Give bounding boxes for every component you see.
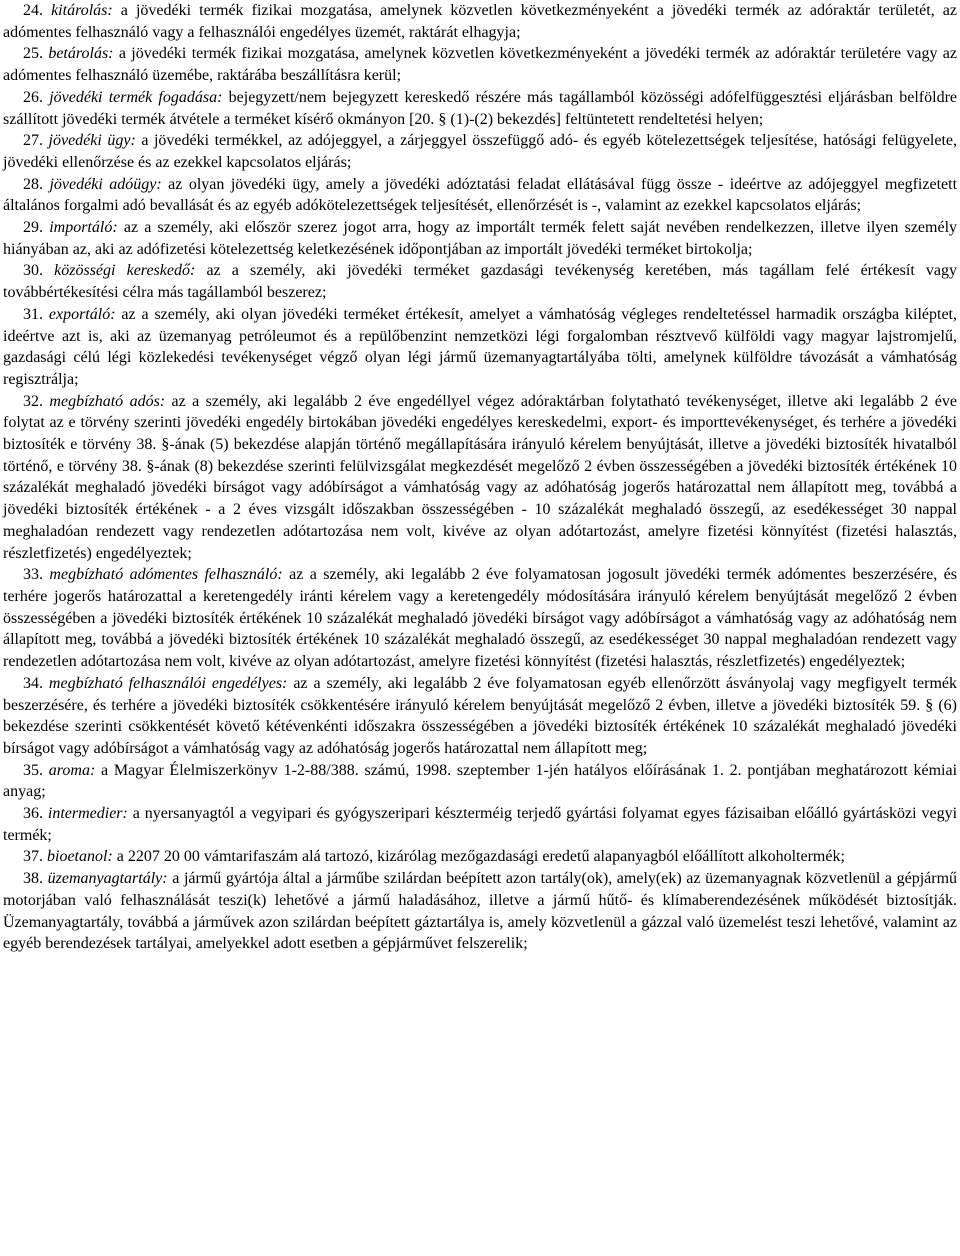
definition-text: a jövedéki termékkel, az adójeggyel, a zárjeggyel összefüggő adó- és egyéb kötelezettségek teljesítése, hatósági felügyelete, jövedéki ellenőrzése és az ezekkel kapcsolatos eljárás; <box>3 132 958 171</box>
definition-text: a jármű gyártója által a járműbe szilárdan beépített azon tartály(ok), amely(ek) az üzemanyagnak közvetlenül a gépjármű motorjában való felhasználását teszi(k) lehetővé a jármű haladásához, illetve a jármű hűtő- és klímaberendezésének működését biztosítják. Üzemanyagtartály, továbbá a járművek azon szilárdan beépített gáztartálya is, amely közvetlenül a gázzal való üzemelést teszi lehetővé, valamint az egyéb berendezések tartályai, amelyekkel adott esetben a gépjárművet felszerelik; <box>3 870 958 953</box>
defined-term: jövedéki termék fogadása: <box>49 88 223 106</box>
definition-paragraph <box>3 174 957 217</box>
paragraph-number: 29. <box>23 219 43 237</box>
paragraph-number: 31. <box>23 305 43 323</box>
defined-term: megbízható felhasználói engedélyes: <box>48 674 288 692</box>
definition-paragraph <box>3 391 957 565</box>
defined-term: közösségi kereskedő: <box>54 262 196 280</box>
paragraph-number: 38. <box>23 870 43 888</box>
definition-paragraph <box>3 803 957 846</box>
paragraph-number: 36. <box>23 805 43 823</box>
paragraph-number: 25. <box>23 45 43 63</box>
defined-term: betárolás: <box>48 45 114 63</box>
defined-term: intermedier: <box>47 805 128 823</box>
definition-paragraph <box>3 87 957 130</box>
definition-text: a 2207 20 00 vámtarifaszám alá tartozó, kizárólag mezőgazdasági eredetű alapanyagból előállított alkoholtermék; <box>116 848 845 866</box>
paragraph-number: 30. <box>23 262 43 280</box>
defined-term: aroma: <box>48 761 96 779</box>
definition-text: az a személy, aki legalább 2 éve folyamatosan egyéb ellenőrzött ásványolaj vagy megfigyelt termék beszerzésére, és terhére a jövedéki biztosíték csökkentésére irányuló kérelem benyújtását megelőző 2 évben, illetve a jövedéki biztosíték 59. § (6) bekezdése szerinti csökkentését követő kétévenkénti időszakra összességében a jövedéki biztosíték értékének 10 százalékát meghaladó jövedéki bírságot vagy adóbírságot a vámhatóság vagy az adóhatóság jogerős határozattal nem állapított meg; <box>3 674 957 757</box>
definition-paragraph <box>3 304 957 391</box>
definition-text: az a személy, aki legalább 2 éve engedéllyel végez adóraktárban folytatható tevékenységet, illetve aki legalább 2 éve folytat az e törvény szerinti jövedéki engedély birtokában jövedéki engedélyes kereskedelmi, export- és importtevékenységet, és terhére a jövedéki biztosíték e törvény 38. §-ának (5) bekezdése alapján történő megállapítására irányuló kérelem benyújtását, illetve a jövedéki biztosíték hivatalból történő, e törvény 38. §-ának (8) bekezdése szerinti felülvizsgálat megkezdését megelőző 2 évben összességében a jövedéki biztosíték értékének 10 százalékát meghaladó jövedéki bírságot vagy adóbírságot a vámhatóság vagy az adóhatóság jogerős határozattal nem állapított meg, továbbá a jövedéki biztosíték értékének - a 2 éves vizsgált időszakban összességében - 10 százalékát meghaladó összegű, az esedékességet 30 nappal meghaladóan rendezett vagy rendezetlen adótartozása nem volt, kivéve az olyan adótartozást, amelyre fizetési könnyítést (fizetési halasztás, részletfizetés) engedélyeztek; <box>3 392 958 562</box>
paragraph-number: 34. <box>23 674 43 692</box>
definition-text: az a személy, aki először szerez jogot arra, hogy az importált termék felett saját nevében rendelkezzen, illetve ilyen személy hiányában az, aki az adófizetési kötelezettség keletkezésének időpontjában az importált jövedéki terméket birtokolja; <box>3 219 958 258</box>
defined-term: üzemanyagtartály: <box>47 870 168 888</box>
paragraph-number: 27. <box>23 132 43 150</box>
defined-term: megbízható adós: <box>49 392 166 410</box>
definition-paragraph <box>3 673 957 760</box>
definition-text: a nyersanyagtól a vegyipari és gyógyszeripari készterméig terjedő gyártási folyamat egyes fázisaiban előálló gyártásközi vegyi termék; <box>3 805 958 844</box>
defined-term: exportáló: <box>48 305 116 323</box>
paragraph-number: 24. <box>23 2 43 19</box>
defined-term: importáló: <box>49 219 118 237</box>
paragraph-number: 28. <box>23 175 43 193</box>
paragraph-number: 37. <box>23 848 43 866</box>
defined-term: bioetanol: <box>47 848 113 866</box>
definition-paragraph <box>3 130 957 173</box>
definition-text: a jövedéki termék fizikai mozgatása, amelynek közvetlen következményeként a jövedéki termék az adóraktár területére vagy az adómentes felhasználó üzemébe, raktárába beszállításra kerül; <box>3 45 957 85</box>
defined-term: jövedéki adóügy: <box>49 175 162 193</box>
paragraph-number: 32. <box>23 392 43 410</box>
definition-text: az a személy, aki legalább 2 éve folyamatosan jogosult jövedéki termék adómentes beszerzésére, és terhére jogerős határozattal a keretengedély iránti kérelem vagy a keretengedély módosítására irányuló kérelem benyújtását megelőző 2 évben összességében a jövedéki biztosíték értékének 10 százalékát meghaladó jövedéki bírságot vagy adóbírságot a vámhatóság vagy az adóhatóság nem állapított meg, továbbá a jövedéki biztosíték értékének 10 százalékát meghaladó összegű, az esedékességet 30 nappal meghaladóan rendezett vagy rendezetlen adótartozása nem volt, kivéve az olyan adótartozást, amelyre fizetési könnyítést (fizetési halasztás, részletfizetés) engedélyeztek; <box>3 566 958 671</box>
paragraph-number: 33. <box>23 566 43 584</box>
definition-text: a jövedéki termék fizikai mozgatása, amelynek közvetlen következményeként a jövedéki termék az adóraktár területét, az adómentes felhasználó vagy a felhasználói engedélyes üzemét, raktárát elhagyja; <box>3 2 958 41</box>
definition-paragraph <box>3 760 957 803</box>
definition-text: bejegyzett/nem bejegyzett kereskedő részére más tagállamból közösségi adófelfüggesztési eljárásban belföldre szállított jövedéki termék átvétele a terméket kísérő okmányon [20. § (1)-(2) bekezdés] feltüntetett rendeltetési helyen; <box>3 88 958 128</box>
definition-paragraph <box>3 43 957 86</box>
defined-term: megbízható adómentes felhasználó: <box>49 566 283 584</box>
definition-text: a Magyar Élelmiszerkönyv 1-2-88/388. számú, 1998. szeptember 1-jén hatályos előírásának 1. 2. pontjában meghatározott kémiai anyag; <box>3 761 958 801</box>
defined-term: kitárolás: <box>51 2 113 19</box>
definition-text: az olyan jövedéki ügy, amely a jövedéki adóztatási feladat ellátásával függ össze - ideértve az adójeggyel megfizetett általános forgalmi adó bevallását és az egyéb adókötelezettségek teljesítését, ellenőrzését is -, valamint az ezekkel kapcsolatos eljárás; <box>3 175 958 215</box>
paragraph-number: 26. <box>23 88 43 106</box>
definition-paragraph <box>3 260 957 303</box>
defined-term: jövedéki ügy: <box>48 132 136 150</box>
definition-paragraph <box>3 868 957 955</box>
definition-paragraph <box>3 0 957 43</box>
definition-paragraph <box>3 217 957 260</box>
definition-text: az a személy, aki jövedéki terméket gazdasági tevékenység keretében, más tagállam felé értékesít vagy továbbértékesítési célra más tagállamból beszerez; <box>3 262 958 302</box>
paragraph-number: 35. <box>23 761 43 779</box>
definition-text: az a személy, aki olyan jövedéki terméket értékesít, amelyet a vámhatóság végleges rendeltetéssel harmadik országba kiléptet, ideértve azt is, aki az üzemanyag petróleumot és a repülőbenzint nemzetközi légi forgalomban résztvevő külföldi vagy magyar lajstromjelű, gazdasági célú légi közlekedési tevékenységet végző olyan légi jármű üzemanyagtartályába tölti, amelynek külföldre távozását a vámhatóság regisztrálja; <box>3 305 958 388</box>
definition-paragraph <box>3 846 957 868</box>
definition-paragraph <box>3 564 957 673</box>
